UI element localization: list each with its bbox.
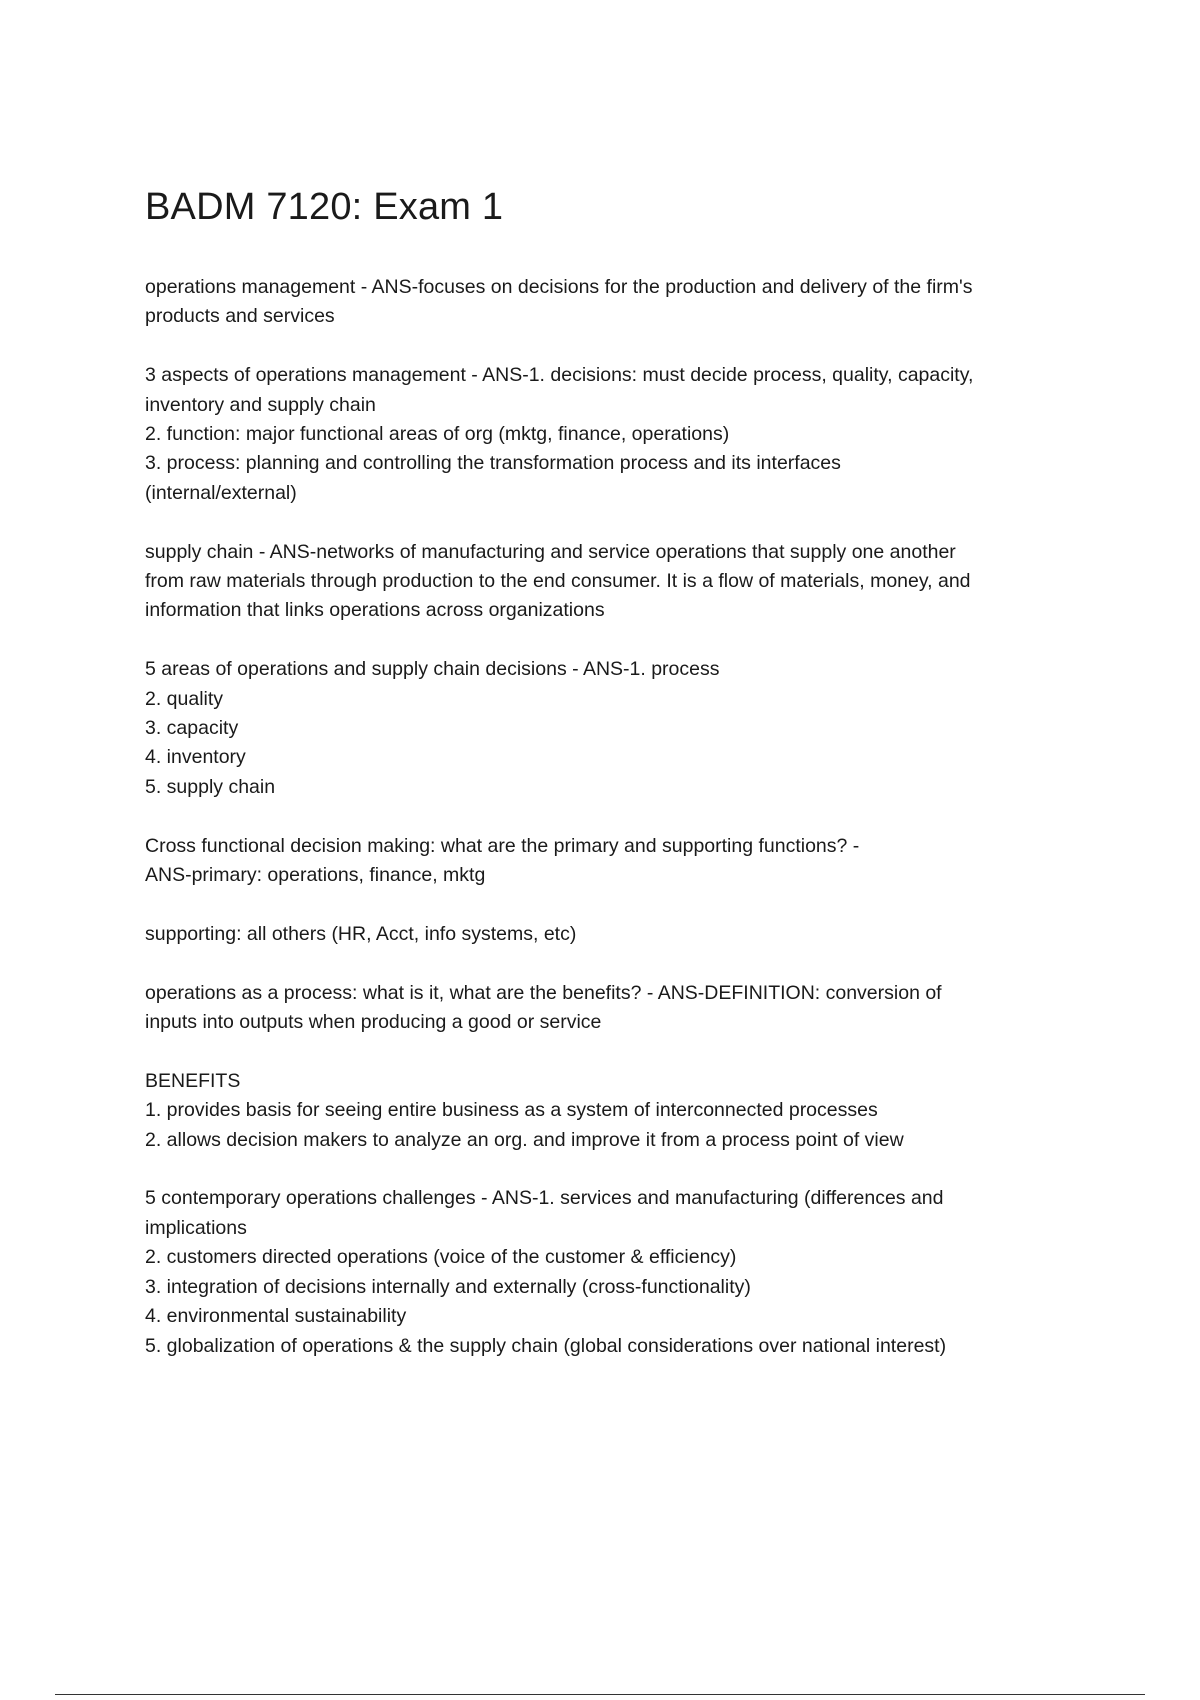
entry-line: inputs into outputs when producing a good or service: [145, 1011, 602, 1034]
entry-line: from raw materials through production to the end consumer. It is a flow of materials, money, and: [145, 570, 971, 593]
qa-entry: [145, 273, 1095, 332]
qa-entry: [145, 361, 1095, 508]
entry-line: 5. supply chain: [145, 775, 276, 798]
entry-line: 2. allows decision makers to analyze an org. and improve it from a process point of view: [145, 1128, 904, 1151]
entry-line: Cross functional decision making: what are the primary and supporting functions? -: [145, 834, 860, 857]
entries-list: [145, 273, 1095, 1361]
qa-entry: [145, 979, 1095, 1038]
document-page: [145, 185, 1095, 1390]
entry-line: 4. inventory: [145, 746, 246, 769]
entry-line: 3 aspects of operations management - ANS-1. decisions: must decide process, quality, capacity,: [145, 364, 974, 387]
entry-line: 3. capacity: [145, 717, 239, 740]
entry-line: inventory and supply chain: [145, 393, 376, 416]
entry-line: 5 contemporary operations challenges - ANS-1. services and manufacturing (differences and: [145, 1187, 944, 1210]
entry-line: supporting: all others (HR, Acct, info systems, etc): [145, 922, 577, 945]
qa-entry: [145, 920, 1095, 949]
entry-line: supply chain - ANS-networks of manufacturing and service operations that supply one another: [145, 540, 956, 563]
qa-entry: [145, 832, 1095, 891]
entry-line: 2. function: major functional areas of org (mktg, finance, operations): [145, 423, 730, 446]
qa-entry: [145, 1184, 1095, 1360]
entry-line: products and services: [145, 305, 335, 328]
entry-line: ANS-primary: operations, finance, mktg: [145, 864, 486, 887]
entry-line: 1. provides basis for seeing entire business as a system of interconnected processes: [145, 1099, 878, 1122]
entry-line: BENEFITS: [145, 1069, 241, 1092]
entry-line: 2. customers directed operations (voice of the customer & efficiency): [145, 1246, 737, 1269]
entry-line: 4. environmental sustainability: [145, 1305, 407, 1328]
entry-line: operations as a process: what is it, what are the benefits? - ANS-DEFINITION: conversion of: [145, 981, 942, 1004]
entry-line: 3. integration of decisions internally and externally (cross-functionality): [145, 1275, 751, 1298]
entry-line: implications: [145, 1216, 247, 1239]
qa-entry: [145, 538, 1095, 626]
entry-line: (internal/external): [145, 481, 297, 504]
entry-line: 5 areas of operations and supply chain decisions - ANS-1. process: [145, 658, 720, 681]
entry-line: operations management - ANS-focuses on decisions for the production and delivery of the firm's: [145, 276, 973, 298]
qa-entry: [145, 655, 1095, 802]
entry-line: 5. globalization of operations & the supply chain (global considerations over national interest): [145, 1334, 947, 1357]
bottom-divider: [55, 1694, 1145, 1695]
entry-line: information that links operations across organizations: [145, 599, 605, 622]
entry-line: 2. quality: [145, 687, 224, 710]
qa-entry: [145, 1067, 1095, 1155]
entry-line: 3. process: planning and controlling the transformation process and its interfaces: [145, 452, 841, 475]
document-title: BADM 7120: Exam 1: [145, 186, 504, 228]
